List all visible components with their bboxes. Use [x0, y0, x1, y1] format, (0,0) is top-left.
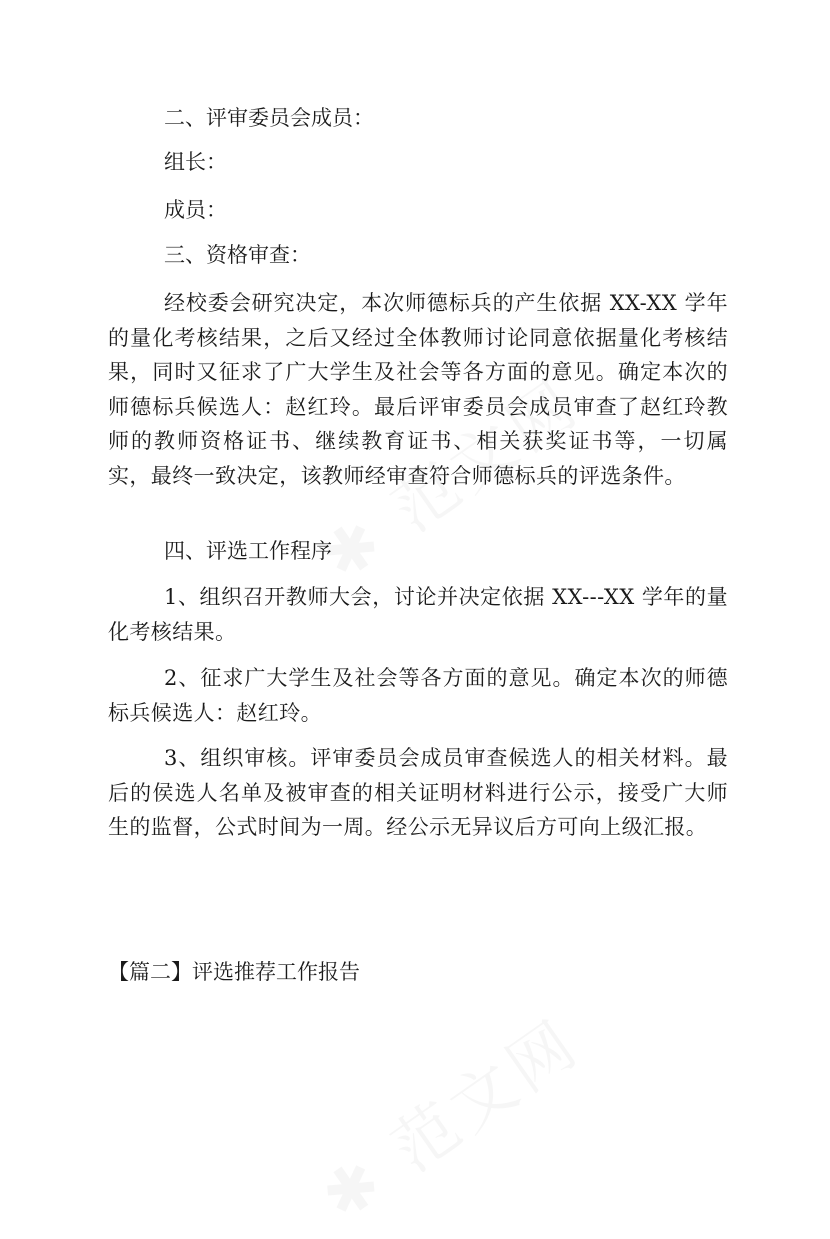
leader-label: 组长：: [164, 150, 227, 174]
watermark: [300, 993, 595, 1238]
step-3: 3、组织审核。评审委员会成员审查候选人的相关材料。最后的侯选人名单及被审查的相关证明材料进行公示，接受广大师生的监督，公式时间为一周。经公示无异议后方可向上级汇报。: [108, 746, 728, 839]
step-1: 1、组织召开教师大会，讨论并决定依据 XX---XX 学年的量化考核结果。: [108, 585, 728, 644]
section2-heading: 二、评审委员会成员：: [164, 106, 374, 130]
section3-body: 经校委会研究决定，本次师德标兵的产生依据 XX-XX 学年的量化考核结果，之后又经过全体教师讨论同意依据量化考核结果，同时又征求了广大学生及社会等各方面的意见。确定本次的师德标兵候选人：赵红玲。最后评审委员会成员审查了赵红玲教师的教师资格证书、继续教育证书、相关获奖证书等，一切属实，最终一致决定，该教师经审查符合师德标兵的评选条件。: [108, 291, 728, 488]
section3-heading: 三、资格审查：: [164, 243, 311, 267]
section4-heading: 四、评选工作程序: [164, 539, 332, 563]
members-label: 成员：: [164, 198, 227, 222]
chapter-title: 【篇二】评选推荐工作报告: [108, 960, 360, 984]
step-2: 2、征求广大学生及社会等各方面的意见。确定本次的师德标兵候选人：赵红玲。: [108, 666, 728, 725]
